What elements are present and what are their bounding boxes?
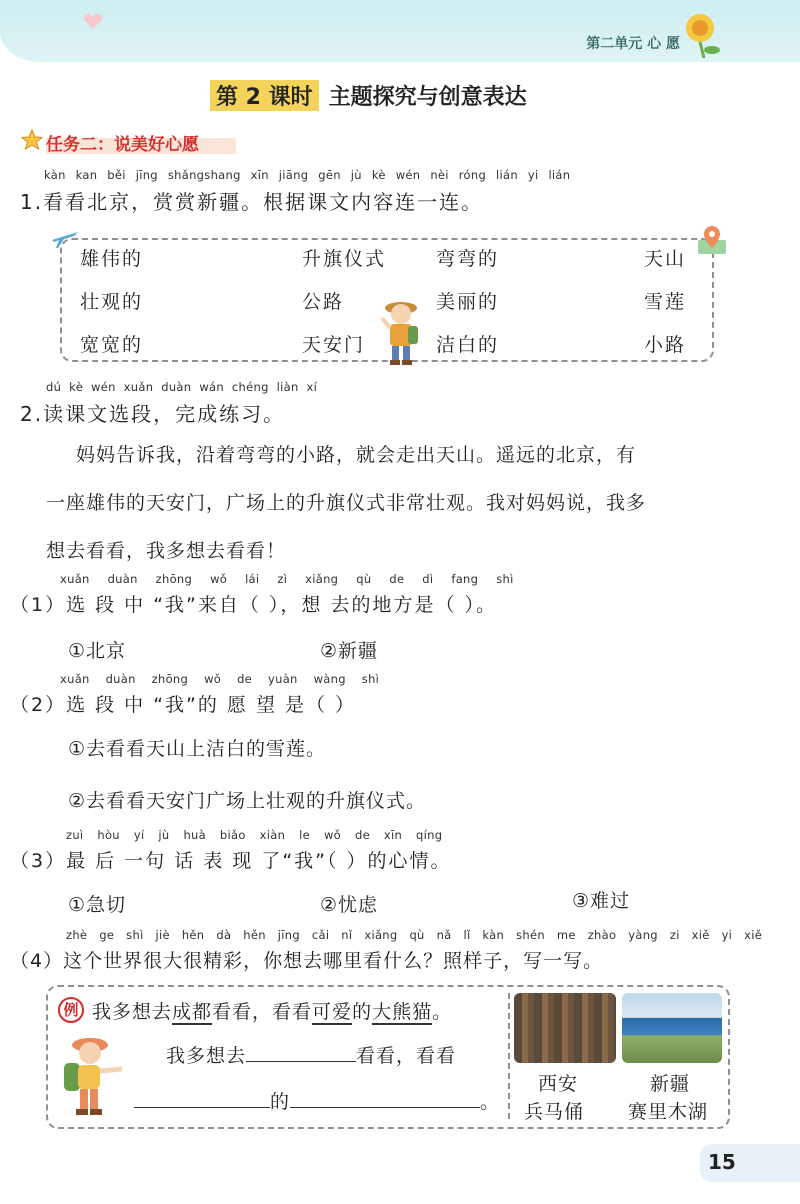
- star-icon: [20, 128, 44, 152]
- fill-line-2: [134, 1087, 500, 1114]
- sub3-text: （3）最 后 一句 话 表 现 了“我”（ ）的心情。: [10, 850, 452, 872]
- answer-blank[interactable]: [290, 1107, 480, 1108]
- sub1-pinyin: xuǎn duàn zhōng wǒ lái zì xiǎng qù de dì fang shì: [60, 572, 514, 586]
- lesson-number: 第 2 课时: [210, 80, 319, 111]
- fill-line-1: [166, 1041, 456, 1068]
- passage-line: 妈妈告诉我，沿着弯弯的小路，就会走出天山。遥远的北京，有: [76, 444, 637, 466]
- fill-prefix: 我多想去: [166, 1045, 247, 1067]
- fill-mid: 的: [270, 1091, 291, 1113]
- place-sight: 赛里木湖: [628, 1101, 709, 1123]
- example-badge: 例: [58, 997, 84, 1023]
- col2-item: 天安门: [302, 334, 366, 356]
- sub2-pinyin: xuǎn duàn zhōng wǒ de yuàn wàng shì: [60, 672, 380, 686]
- q2-text: 2.读课文选段，完成练习。: [20, 402, 286, 426]
- sub1-option[interactable]: ②新疆: [320, 640, 379, 662]
- sunflower-icon: [678, 8, 728, 58]
- sub4-pinyin: zhè ge shì jiè hěn dà hěn jīng cǎi nǐ xiǎng qù nǎ lǐ kàn shén me zhào yàng zi xiě yi xiě: [66, 928, 763, 942]
- sub3-option[interactable]: ③难过: [572, 890, 631, 912]
- answer-blank[interactable]: [134, 1107, 270, 1108]
- col1-item: 宽宽的: [80, 334, 144, 356]
- sub3-pinyin: zuì hòu yí jù huà biǎo xiàn le wǒ de xīn qíng: [66, 828, 443, 842]
- col3-item: 弯弯的: [436, 248, 500, 270]
- map-pin-icon: [696, 224, 728, 258]
- place-name: 西安: [538, 1073, 579, 1095]
- col2-item: 升旗仪式: [302, 248, 387, 270]
- place-sight: 兵马俑: [524, 1101, 585, 1123]
- header-band: [0, 0, 800, 62]
- example-adj: 可爱: [312, 1001, 353, 1023]
- col1-item: 雄伟的: [80, 248, 144, 270]
- hiker-boy-illustration: [376, 296, 426, 368]
- col4-item: 天山: [644, 248, 687, 270]
- sub1-text: （1）选 段 中 “我”来自（ ），想 去的地方是（ ）。: [10, 594, 498, 616]
- col4-item: 小路: [644, 334, 687, 356]
- sub2-text: （2）选 段 中 “我”的 愿 望 是（ ）: [10, 694, 357, 716]
- example-thing: 大熊猫: [372, 1001, 433, 1023]
- example-place: 成都: [172, 1001, 213, 1023]
- col3-item: 洁白的: [436, 334, 500, 356]
- example-part: 我多想去: [92, 1001, 173, 1023]
- heart-icon: [82, 14, 104, 30]
- page-number: 15: [708, 1150, 736, 1174]
- airplane-icon: [50, 226, 80, 252]
- passage-line: 一座雄伟的天安门，广场上的升旗仪式非常壮观。我对妈妈说，我多: [46, 492, 647, 514]
- unit-label: 第二单元 心 愿: [586, 36, 680, 52]
- example-box: [46, 985, 730, 1129]
- fill-end: 。: [480, 1091, 501, 1113]
- place-name: 新疆: [650, 1073, 691, 1095]
- answer-blank[interactable]: [246, 1061, 356, 1062]
- sub2-option[interactable]: ②去看看天安门广场上壮观的升旗仪式。: [68, 790, 427, 812]
- example-part: 。: [432, 1001, 453, 1023]
- col1-item: 壮观的: [80, 291, 144, 313]
- passage-line: 想去看看，我多想去看看！: [46, 540, 287, 562]
- col2-item: 公路: [302, 291, 345, 313]
- example-part: 的: [352, 1001, 373, 1023]
- col3-item: 美丽的: [436, 291, 500, 313]
- sub3-option[interactable]: ①急切: [68, 894, 127, 916]
- fill-mid: 看看，看看: [356, 1045, 457, 1067]
- example-sentence: [92, 997, 452, 1024]
- lesson-title: [210, 80, 527, 111]
- q2-pinyin: dú kè wén xuǎn duàn wán chéng liàn xí: [46, 380, 318, 394]
- q1-pinyin: kàn kan běi jīng shǎngshang xīn jiāng gēn jù kè wén nèi róng lián yi lián: [44, 168, 571, 182]
- sub3-option[interactable]: ②忧虑: [320, 894, 379, 916]
- hiker-girl-illustration: [56, 1033, 128, 1123]
- sub2-option[interactable]: ①去看看天山上洁白的雪莲。: [68, 738, 327, 760]
- example-part: 看看，看看: [212, 1001, 313, 1023]
- task-heading: 任务二：说美好心愿: [46, 135, 199, 155]
- lesson-topic: 主题探究与创意表达: [328, 85, 527, 110]
- sub4-text: （4）这个世界很大很精彩，你想去哪里看什么？照样子，写一写。: [10, 950, 604, 972]
- col4-item: 雪莲: [644, 291, 687, 313]
- q1-text: 1.看看北京，赏赏新疆。根据课文内容连一连。: [20, 190, 484, 214]
- example-divider: [508, 993, 510, 1119]
- sub1-option[interactable]: ①北京: [68, 640, 127, 662]
- page-number-tab: [700, 1144, 800, 1182]
- sayram-lake-photo: [622, 993, 722, 1063]
- terracotta-warriors-photo: [514, 993, 616, 1063]
